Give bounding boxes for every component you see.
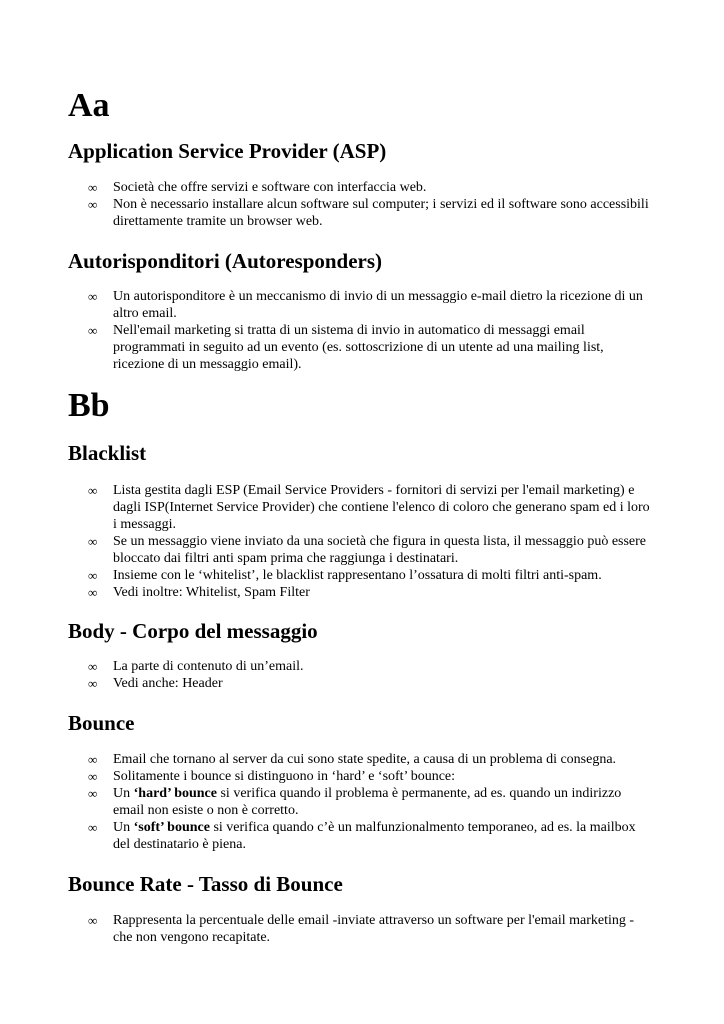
definition-list [88, 912, 654, 946]
infinity-bullet-icon: ∞ [88, 289, 98, 304]
infinity-bullet-icon: ∞ [88, 659, 98, 674]
term-body: Body - Corpo del messaggio [68, 619, 318, 643]
list-item: ∞ Se un messaggio viene inviato da una società che figura in questa lista, il messaggio può essere bloccato dai filtri anti spam prima che raggiunga i destinatari. [88, 534, 647, 566]
infinity-bullet-icon: ∞ [88, 180, 98, 195]
list-item: ∞ Email che tornano al server da cui sono state spedite, a causa di un problema di consegna. [88, 752, 617, 767]
infinity-bullet-icon: ∞ [88, 585, 98, 600]
list-item: ∞ Insieme con le ‘whitelist’, le blacklist rappresentano l’ossatura di molti filtri anti-spam. [88, 568, 602, 583]
infinity-bullet-icon: ∞ [88, 323, 98, 338]
infinity-bullet-icon: ∞ [88, 197, 98, 212]
definition-list [88, 288, 654, 373]
list-item: ∞ La parte di contenuto di un’email. [88, 659, 304, 674]
list-item: ∞ Non è necessario installare alcun software sul computer; i servizi ed il software sono accessibili direttamente tramite un browser web. [88, 197, 649, 229]
infinity-bullet-icon: ∞ [88, 913, 98, 928]
term-bounce-rate: Bounce Rate - Tasso di Bounce [68, 872, 343, 896]
infinity-bullet-icon: ∞ [88, 752, 98, 767]
infinity-bullet-icon: ∞ [88, 676, 98, 691]
infinity-bullet-icon: ∞ [88, 534, 98, 549]
list-item: ∞ Solitamente i bounce si distinguono in ‘hard’ e ‘soft’ bounce: [88, 769, 456, 784]
list-item: ∞ Nell'email marketing si tratta di un sistema di invio in automatico di messaggi email programmati in seguito ad un evento (es. sottoscrizione di un utente ad una mailing list, ricezione di un messaggio email). [88, 323, 604, 372]
list-item: ∞ Società che offre servizi e software con interfaccia web. [88, 180, 427, 195]
section-letter-b: Bb [68, 387, 110, 424]
term-bounce: Bounce [68, 711, 135, 735]
list-item: ∞ Un ‘soft’ bounce si verifica quando c’è un malfunzionalmento temporaneo, ad es. la mailbox del destinatario è piena. [88, 820, 636, 852]
list-item: ∞ Un ‘hard’ bounce si verifica quando il problema è permanente, ad es. quando un indirizzo email non esiste o non è corretto. [88, 786, 622, 818]
term-blacklist: Blacklist [68, 441, 147, 465]
term-autorisponditori: Autorisponditori (Autoresponders) [68, 249, 383, 273]
infinity-bullet-icon: ∞ [88, 568, 98, 583]
infinity-bullet-icon: ∞ [88, 820, 98, 835]
term-application-service-provider: Application Service Provider (ASP) [68, 139, 387, 163]
definition-list [88, 751, 654, 853]
list-item: ∞ Un autorisponditore è un meccanismo di invio di un messaggio e-mail dietro la ricezione di un altro email. [88, 289, 643, 321]
list-item: ∞ Vedi anche: Header [88, 676, 223, 691]
list-item: ∞ Vedi inoltre: Whitelist, Spam Filter [88, 585, 310, 600]
infinity-bullet-icon: ∞ [88, 786, 98, 801]
infinity-bullet-icon: ∞ [88, 483, 98, 498]
definition-list [88, 179, 654, 230]
definition-list [88, 658, 654, 692]
list-item: ∞ Rappresenta la percentuale delle email -inviate attraverso un software per l'email marketing - che non vengono recapitate. [88, 913, 635, 945]
soft-bounce-term: ‘soft’ bounce [133, 820, 210, 835]
definition-list [88, 482, 654, 601]
section-letter-a: Aa [68, 87, 110, 124]
infinity-bullet-icon: ∞ [88, 769, 98, 784]
list-item: ∞ Lista gestita dagli ESP (Email Service Providers - fornitori di servizi per l'email marketing) e dagli ISP(Internet Service Provider) che contiene l'elenco di coloro che generano spam ed i loro i messaggi. [88, 483, 650, 532]
hard-bounce-term: ‘hard’ bounce [133, 786, 217, 801]
